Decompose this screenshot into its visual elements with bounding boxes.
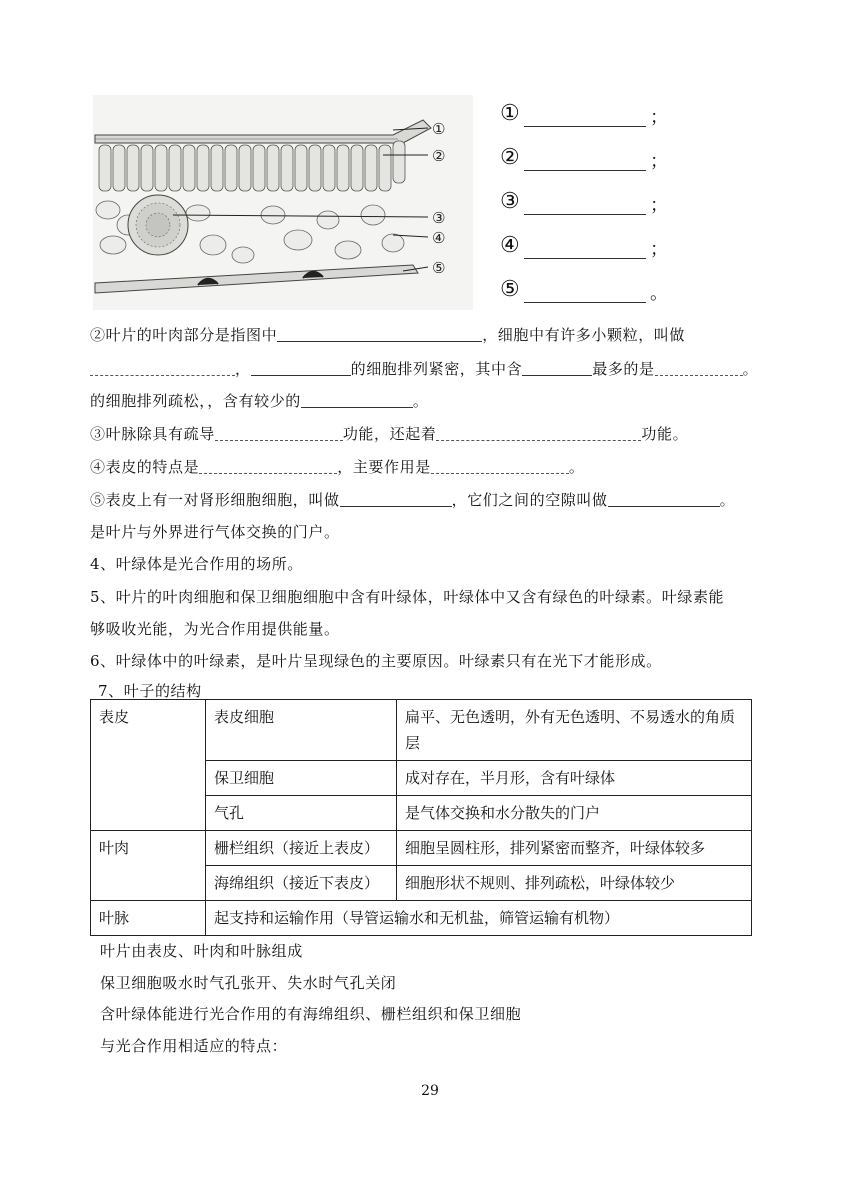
question-2-line-2	[90, 358, 758, 379]
answer-blank-row	[500, 233, 675, 277]
q2-text: 的细胞排列紧密，其中含	[350, 360, 523, 378]
question-5-line-1	[90, 489, 735, 510]
fill-blank[interactable]	[277, 327, 482, 342]
page-number: 29	[421, 1083, 439, 1099]
fill-blank[interactable]	[340, 492, 452, 507]
fill-blank[interactable]	[431, 459, 569, 474]
q5-text: 。	[719, 491, 736, 509]
table-cell-mesophyll: 叶肉	[91, 831, 206, 901]
fill-blank[interactable]	[90, 361, 235, 376]
note-line: 含叶绿体能进行光合作用的有海绵组织、栅栏组织和保卫细胞	[100, 1005, 522, 1023]
paragraph-4: 4、叶绿体是光合作用的场所。	[90, 555, 303, 573]
blank-number: ④	[500, 233, 520, 258]
paragraph-5-line-2: 够吸收光能，为光合作用提供能量。	[90, 620, 340, 638]
blank-punctuation: ；	[650, 151, 668, 172]
callout-2: ②	[432, 147, 446, 165]
fill-blank[interactable]	[522, 361, 592, 376]
fill-blank[interactable]	[199, 459, 337, 474]
answer-blank-row	[500, 277, 675, 321]
answer-blank-list	[500, 101, 675, 321]
q4-text: ，主要作用是	[337, 458, 431, 476]
fill-blank[interactable]	[608, 492, 720, 507]
table-cell: 细胞呈圆柱形，排列紧密而整齐，叶绿体较多	[397, 831, 752, 866]
q3-text: 功能。	[641, 425, 689, 443]
fill-blank[interactable]	[251, 361, 351, 376]
table-row	[91, 901, 752, 936]
table-row	[91, 831, 752, 866]
fill-blank[interactable]	[301, 393, 413, 408]
table-cell: 扁平、无色透明，外有无色透明、不易透水的角质层	[397, 700, 752, 761]
section-heading-leaf-structure: 7、叶子的结构	[98, 682, 202, 700]
question-4	[90, 456, 584, 477]
question-2-line-3	[90, 390, 429, 411]
q2-text: ，细胞中有许多小颗粒，叫做	[482, 326, 686, 344]
table-cell: 是气体交换和水分散失的门户	[397, 796, 752, 831]
q5-text: ⑤表皮上有一对肾形细胞细胞，叫做	[90, 491, 340, 509]
q4-text: ④表皮的特点是	[90, 458, 200, 476]
q2-text: ②叶片的叶肉部分是指图中	[90, 326, 278, 344]
q5-text: ，它们之间的空隙叫做	[451, 491, 608, 509]
table-cell: 栅栏组织（接近上表皮）	[206, 831, 397, 866]
blank-punctuation: ；	[650, 107, 668, 128]
table-cell-vein: 叶脉	[91, 901, 206, 936]
blank-number: ②	[500, 145, 520, 170]
callout-1: ①	[432, 120, 446, 138]
fill-blank[interactable]	[215, 426, 343, 441]
q4-text: 。	[568, 458, 585, 476]
answer-blank-row	[500, 189, 675, 233]
note-line: 与光合作用相适应的特点：	[100, 1037, 288, 1055]
blank-number: ③	[500, 189, 520, 214]
table-cell-epidermis: 表皮	[91, 700, 206, 831]
answer-blank[interactable]	[524, 214, 646, 215]
answer-blank-row	[500, 145, 675, 189]
table-cell: 表皮细胞	[206, 700, 397, 761]
table-cell: 保卫细胞	[206, 761, 397, 796]
question-5-line-2: 是叶片与外界进行气体交换的门户。	[90, 523, 340, 541]
q2-text: 。	[412, 392, 429, 410]
q3-text: 功能，还起着	[342, 425, 437, 443]
blank-punctuation: ；	[650, 239, 668, 260]
answer-blank[interactable]	[524, 170, 646, 171]
paragraph-5-line-1: 5、叶片的叶肉细胞和保卫细胞细胞中含有叶绿体，叶绿体中又含有绿色的叶绿素。叶绿素能	[90, 588, 725, 606]
answer-blank-row	[500, 101, 675, 145]
q2-text: ，	[235, 360, 251, 378]
callout-4: ④	[432, 229, 446, 247]
blank-punctuation: 。	[650, 283, 668, 304]
table-cell: 气孔	[206, 796, 397, 831]
q2-text: 最多的是	[592, 360, 655, 378]
answer-blank[interactable]	[524, 258, 646, 259]
note-line: 叶片由表皮、叶肉和叶脉组成	[100, 942, 303, 960]
table-cell: 细胞形状不规则、排列疏松，叶绿体较少	[397, 866, 752, 901]
table-row	[91, 700, 752, 761]
leaf-cross-section-figure	[93, 95, 673, 310]
blank-punctuation: ；	[650, 195, 668, 216]
q2-text: 。	[742, 360, 759, 378]
question-3	[90, 423, 688, 444]
fill-blank[interactable]	[655, 361, 743, 376]
leaf-structure-table	[90, 699, 752, 936]
leaf-cross-section-diagram	[93, 95, 473, 310]
blank-number: ⑤	[500, 277, 520, 302]
q2-text: 的细胞排列疏松，，含有较少的	[90, 392, 301, 410]
callout-5: ⑤	[432, 259, 446, 277]
note-line: 保卫细胞吸水时气孔张开、失水时气孔关闭	[100, 974, 397, 992]
table-cell: 海绵组织（接近下表皮）	[206, 866, 397, 901]
fill-blank[interactable]	[436, 426, 641, 441]
blank-number: ①	[500, 101, 520, 126]
table-cell: 起支持和运输作用（导管运输水和无机盐，筛管运输有机物）	[206, 901, 752, 936]
answer-blank[interactable]	[524, 126, 646, 127]
answer-blank[interactable]	[524, 302, 646, 303]
question-2-line-1	[90, 324, 685, 345]
q3-text: ③叶脉除具有疏导	[90, 425, 215, 443]
table-cell: 成对存在，半月形，含有叶绿体	[397, 761, 752, 796]
paragraph-6: 6、叶绿体中的叶绿素，是叶片呈现绿色的主要原因。叶绿素只有在光下才能形成。	[90, 652, 662, 670]
callout-3: ③	[432, 209, 446, 227]
